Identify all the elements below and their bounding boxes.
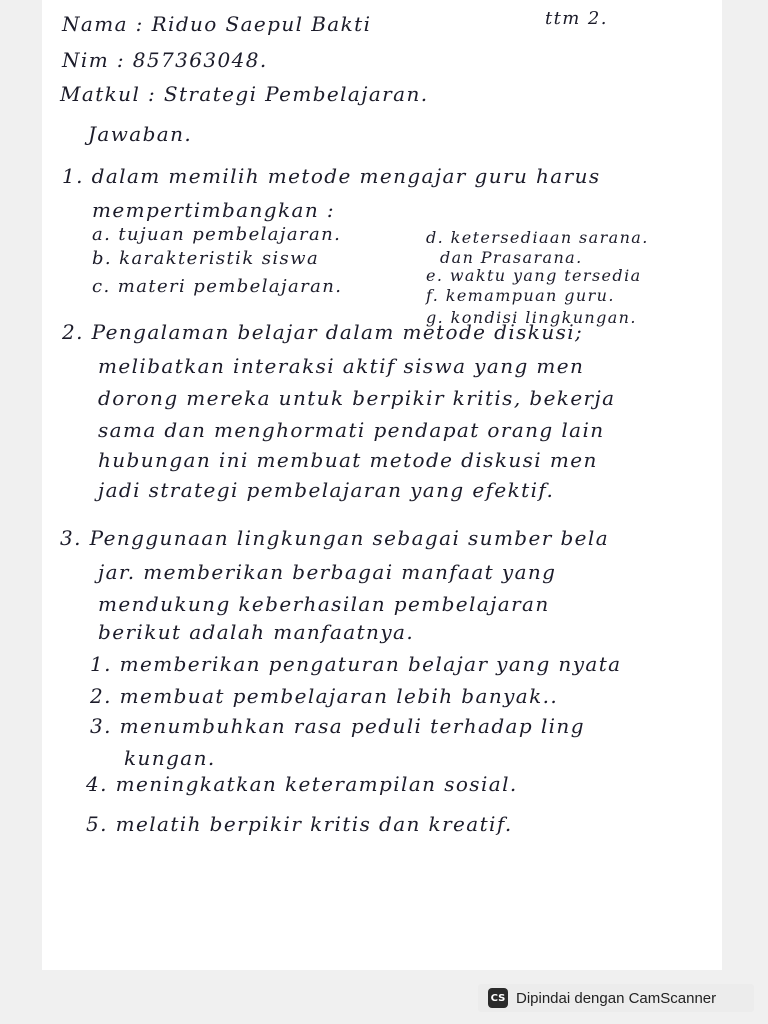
q2-line: jadi strategi pembelajaran yang efektif. <box>98 478 555 502</box>
q1-factor-a: a. tujuan pembelajaran. <box>92 224 342 245</box>
camscanner-logo-icon: CS <box>488 988 508 1008</box>
q1-factor-g: g. kondisi lingkungan. <box>426 308 637 327</box>
q1-factor-d: d. ketersediaan sarana. <box>426 228 649 247</box>
q1-factor-b: b. karakteristik siswa <box>92 248 320 269</box>
camscanner-watermark <box>478 984 754 1012</box>
q3-benefit-2: 2. membuat pembelajaran lebih banyak.. <box>90 684 559 708</box>
q3-line: jar. memberikan berbagai manfaat yang <box>98 560 557 584</box>
q1-intro-line: 1. dalam memilih metode mengajar guru harus <box>62 164 601 188</box>
q3-benefit-1: 1. memberikan pengaturan belajar yang nyata <box>90 652 622 676</box>
q3-line: mendukung keberhasilan pembelajaran <box>98 592 550 616</box>
q3-line: 3. Penggunaan lingkungan sebagai sumber bela <box>60 526 610 550</box>
answer-heading: Jawaban. <box>88 122 193 146</box>
q2-line: hubungan ini membuat metode diskusi men <box>98 448 598 472</box>
watermark-text: Dipindai dengan CamScanner <box>516 989 717 1007</box>
name-line: Nama : Riduo Saepul Bakti <box>62 12 372 36</box>
q1-factor-f: f. kemampuan guru. <box>426 286 615 305</box>
q2-line: sama dan menghormati pendapat orang lain <box>98 418 605 442</box>
meeting-tag: ttm 2. <box>545 8 608 29</box>
q3-benefit-4: 4. meningkatkan keterampilan sosial. <box>86 772 518 796</box>
q1-factor-d-cont: dan Prasarana. <box>440 248 583 267</box>
q1-intro-line: mempertimbangkan : <box>92 198 335 222</box>
course-line: Matkul : Strategi Pembelajaran. <box>60 82 429 106</box>
q2-line: dorong mereka untuk berpikir kritis, bekerja <box>98 386 616 410</box>
q3-line: berikut adalah manfaatnya. <box>98 620 415 644</box>
q3-benefit-3-cont: kungan. <box>124 746 216 770</box>
q1-factor-e: e. waktu yang tersedia <box>426 266 642 285</box>
q2-line: 2. Pengalaman belajar dalam metode diskusi; <box>62 320 584 344</box>
nim-line: Nim : 857363048. <box>62 48 268 72</box>
q3-benefit-5: 5. melatih berpikir kritis dan kreatif. <box>86 812 513 836</box>
q1-factor-c: c. materi pembelajaran. <box>92 276 343 297</box>
q3-benefit-3: 3. menumbuhkan rasa peduli terhadap ling <box>90 714 585 738</box>
q2-line: melibatkan interaksi aktif siswa yang men <box>98 354 585 378</box>
